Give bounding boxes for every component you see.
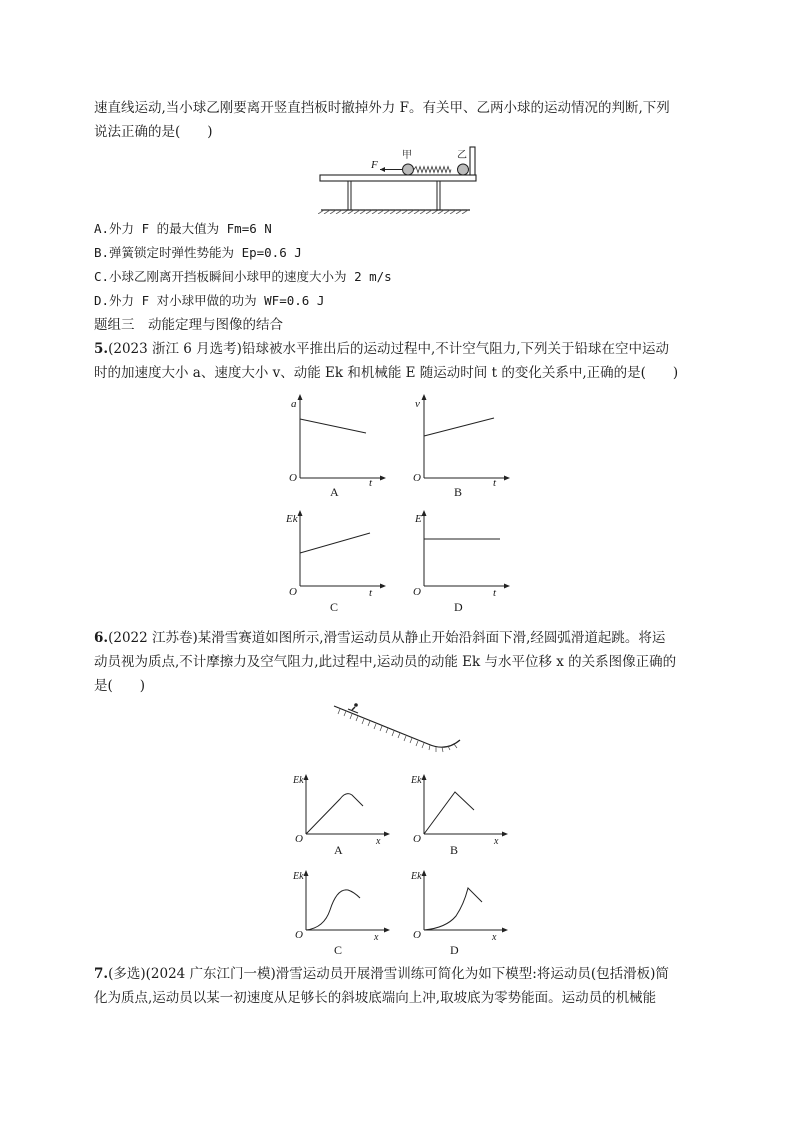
q5-graph-b-origin: O (413, 472, 421, 484)
q6-graph-a-option: A (334, 843, 343, 857)
q5-graph-c-option: C (330, 600, 339, 614)
q6-graph-d-origin: O (413, 929, 421, 941)
q6-graph-d-ylabel: Ek (411, 871, 422, 882)
q4-text-line1: 速直线运动,当小球乙刚要离开竖直挡板时撤掉外力 F。有关甲、乙两小球的运动情况的判断,下列 (94, 100, 670, 116)
skier-icon (348, 703, 358, 713)
q6-text-line3: 是( ) (94, 678, 146, 694)
ball-b-label: 乙 (457, 150, 467, 161)
force-label: F (371, 159, 378, 171)
q6-graph-d-option: D (450, 943, 459, 957)
q6-line1: (2022 江苏卷)某滑雪赛道如图所示,滑雪运动员从静止开始沿斜面下滑,经圆弧滑道起跳。将运 (108, 630, 666, 646)
q6-graph-a-xlabel: x (376, 836, 381, 847)
q5-graph-d-option: D (454, 600, 463, 614)
q6-graph-d (406, 866, 516, 958)
q6-graph-c (288, 866, 398, 958)
q7-text-line2: 化为质点,运动员以某一初速度从足够长的斜坡底端向上冲,取坡底为零势能面。运动员的机械能 (94, 990, 657, 1006)
q6-graph-b-option: B (450, 843, 459, 857)
q5-graph-a (284, 390, 394, 502)
q5-text-line2: 时的加速度大小 a、速度大小 v、动能 Ek 和机械能 E 随运动时间 t 的变化关系中,正确的是( ) (94, 365, 679, 381)
group3-title: 题组三 动能定理与图像的结合 (94, 317, 283, 333)
q5-graph-a-curve (300, 419, 366, 433)
q5-graph-b (408, 390, 518, 502)
q7-number: 7. (94, 966, 109, 982)
q5-graph-c-xlabel: t (369, 587, 373, 599)
q5-graph-b-curve (424, 418, 494, 436)
q6-graph-b-xlabel: x (494, 836, 499, 847)
q4-option-a: A.外力 F 的最大值为 Fm=6 N (94, 221, 272, 236)
q6-graph-c-curve (306, 890, 360, 930)
q6-graph-b-curve (424, 792, 474, 834)
q7-line1: (多选)(2024 广东江门一模)滑雪运动员开展滑雪训练可简化为如下模型:将运动员(包括滑板)简 (108, 966, 669, 982)
q5-graph-a-xlabel: t (369, 477, 373, 489)
q6-graph-b (406, 770, 516, 858)
q4-option-b: B.弹簧锁定时弹性势能为 Ep=0.6 J (94, 245, 302, 260)
ski-track-figure (330, 700, 465, 765)
q5-graph-d-ylabel: E (415, 513, 422, 525)
q5-graph-d-xlabel: t (493, 587, 497, 599)
q5-graph-d-origin: O (413, 586, 421, 598)
q5-graph-a-origin: O (289, 472, 297, 484)
q5-graph-d (408, 506, 518, 618)
q6-graph-a (288, 770, 398, 858)
q4-option-d: D.外力 F 对小球甲做的功为 WF=0.6 J (94, 293, 325, 308)
q6-graph-d-xlabel: x (492, 932, 497, 943)
q5-graph-c-origin: O (289, 586, 297, 598)
q6-graph-c-origin: O (295, 929, 303, 941)
ball-a-label: 甲 (402, 150, 412, 161)
q6-graph-b-origin: O (413, 833, 421, 845)
q6-graph-a-ylabel: Ek (293, 775, 304, 786)
q6-graph-b-ylabel: Ek (411, 775, 422, 786)
q5-text-line1 (94, 339, 669, 359)
q6-number: 6. (94, 630, 109, 646)
q6-text-line2: 动员视为质点,不计摩擦力及空气阻力,此过程中,运动员的动能 Ek 与水平位移 x 的关系图像正确的 (94, 654, 677, 670)
q5-graph-a-option: A (330, 485, 339, 499)
q5-graph-b-ylabel: v (415, 398, 420, 410)
q4-text-line2: 说法正确的是( ) (94, 124, 213, 140)
q5-graph-c-ylabel: Ek (286, 513, 298, 525)
q6-graph-a-origin: O (295, 833, 303, 845)
q4-option-c: C.小球乙刚离开挡板瞬间小球甲的速度大小为 2 m/s (94, 269, 392, 284)
q6-graph-d-curve (424, 888, 482, 930)
q6-graph-c-xlabel: x (374, 932, 379, 943)
q5-graph-a-ylabel: a (291, 398, 297, 410)
q5-number: 5. (94, 341, 109, 357)
q5-line1: (2023 浙江 6 月选考)铅球被水平推出后的运动过程中,不计空气阻力,下列关于铅球在空中运动 (108, 341, 670, 357)
q5-graph-b-xlabel: t (493, 477, 497, 489)
q6-text-line1 (94, 628, 665, 648)
q5-graph-b-option: B (454, 485, 463, 499)
q5-graph-c (284, 506, 394, 618)
q5-graph-c-curve (300, 533, 370, 553)
spring-board-figure (318, 144, 480, 214)
q6-graph-c-option: C (334, 943, 343, 957)
q7-text-line1 (94, 964, 669, 984)
q6-graph-a-curve (306, 794, 363, 834)
q6-graph-c-ylabel: Ek (293, 871, 304, 882)
